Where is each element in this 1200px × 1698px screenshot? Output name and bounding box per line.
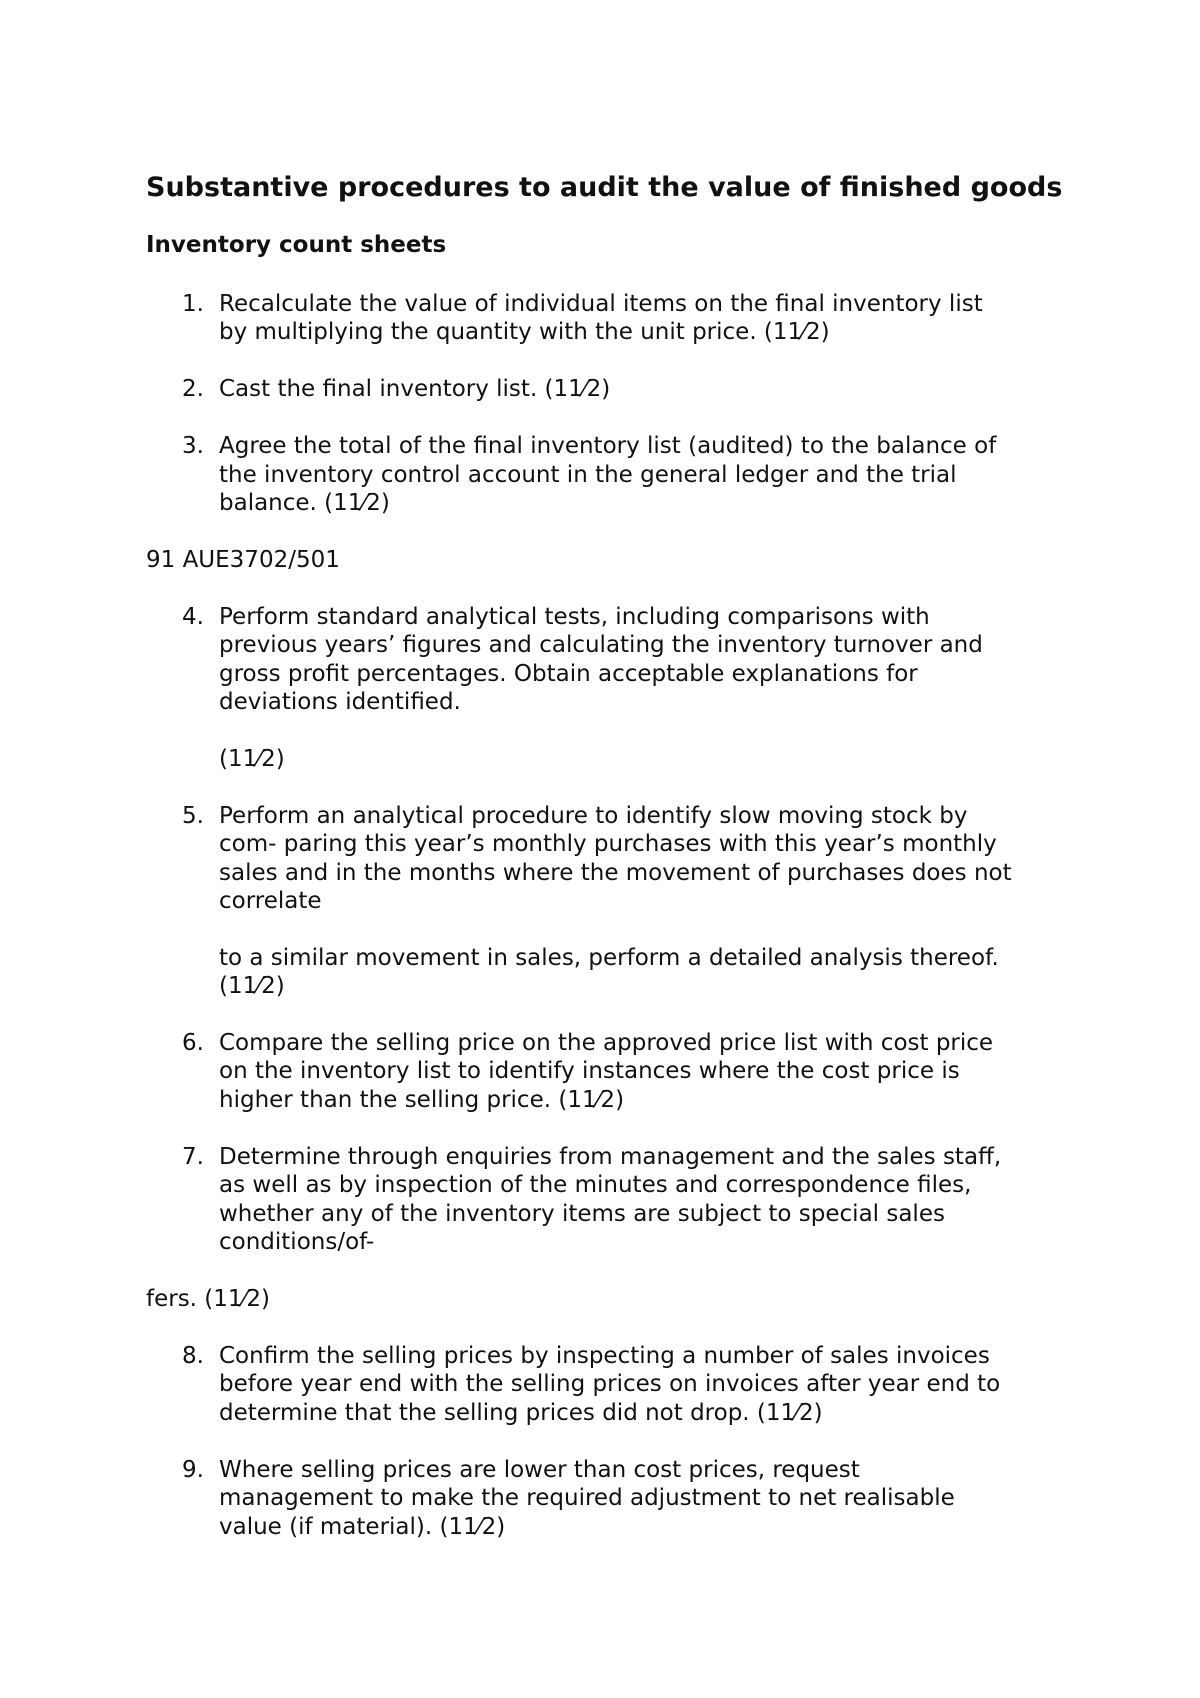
- page-reference: 91 AUE3702/501: [146, 547, 340, 573]
- item-text-line: Confirm the selling prices by inspecting a number of sales invoices: [219, 1343, 990, 1369]
- item-number: 2.: [182, 376, 204, 402]
- item-number: 5.: [182, 803, 204, 829]
- item-text-line: the inventory control account in the general ledger and the trial: [219, 462, 957, 488]
- item-text-line: Determine through enquiries from management and the sales staff,: [219, 1144, 1002, 1170]
- item-trailing-line: fers. (11⁄2): [146, 1286, 270, 1312]
- item-text-line: gross profit percentages. Obtain acceptable explanations for: [219, 661, 918, 687]
- item-text-line: previous years’ figures and calculating the inventory turnover and: [219, 632, 983, 658]
- item-text-line: value (if material). (11⁄2): [219, 1514, 506, 1540]
- item-number: 3.: [182, 433, 204, 459]
- item-text-line: Agree the total of the final inventory list (audited) to the balance of: [219, 433, 997, 459]
- item-number: 1.: [182, 291, 204, 317]
- item-text-line: on the inventory list to identify instances where the cost price is: [219, 1058, 960, 1084]
- item-text-line: Where selling prices are lower than cost prices, request: [219, 1457, 860, 1483]
- item-text-line: com- paring this year’s monthly purchases with this year’s monthly: [219, 831, 997, 857]
- item-text-line: by multiplying the quantity with the unit price. (11⁄2): [219, 319, 830, 345]
- item-text-line: Perform an analytical procedure to identify slow moving stock by: [219, 803, 968, 829]
- section-heading: Inventory count sheets: [146, 232, 447, 258]
- item-number: 7.: [182, 1144, 204, 1170]
- item-text-line: Cast the final inventory list. (11⁄2): [219, 376, 611, 402]
- page-title: Substantive procedures to audit the value of finished goods: [146, 172, 1063, 203]
- item-text-line: Compare the selling price on the approved price list with cost price: [219, 1030, 994, 1056]
- item-text-line: conditions/of-: [219, 1229, 375, 1255]
- item-text-line: higher than the selling price. (11⁄2): [219, 1087, 625, 1113]
- item-text-line: as well as by inspection of the minutes and correspondence files,: [219, 1172, 972, 1198]
- item-continuation-line: (11⁄2): [219, 973, 285, 999]
- item-text-line: correlate: [219, 888, 322, 914]
- item-number: 8.: [182, 1343, 204, 1369]
- item-text-line: sales and in the months where the movement of purchases does not: [219, 860, 1012, 886]
- item-text-line: balance. (11⁄2): [219, 490, 390, 516]
- item-number: 9.: [182, 1457, 204, 1483]
- item-text-line: management to make the required adjustment to net realisable: [219, 1485, 955, 1511]
- item-continuation-line: (11⁄2): [219, 746, 285, 772]
- item-text-line: deviations identified.: [219, 689, 461, 715]
- item-text-line: Perform standard analytical tests, including comparisons with: [219, 604, 930, 630]
- item-number: 4.: [182, 604, 204, 630]
- item-text-line: Recalculate the value of individual items on the final inventory list: [219, 291, 983, 317]
- item-text-line: whether any of the inventory items are subject to special sales: [219, 1201, 945, 1227]
- item-continuation-line: to a similar movement in sales, perform a detailed analysis thereof.: [219, 945, 999, 971]
- item-text-line: before year end with the selling prices on invoices after year end to: [219, 1371, 1001, 1397]
- item-number: 6.: [182, 1030, 204, 1056]
- item-text-line: determine that the selling prices did not drop. (11⁄2): [219, 1400, 823, 1426]
